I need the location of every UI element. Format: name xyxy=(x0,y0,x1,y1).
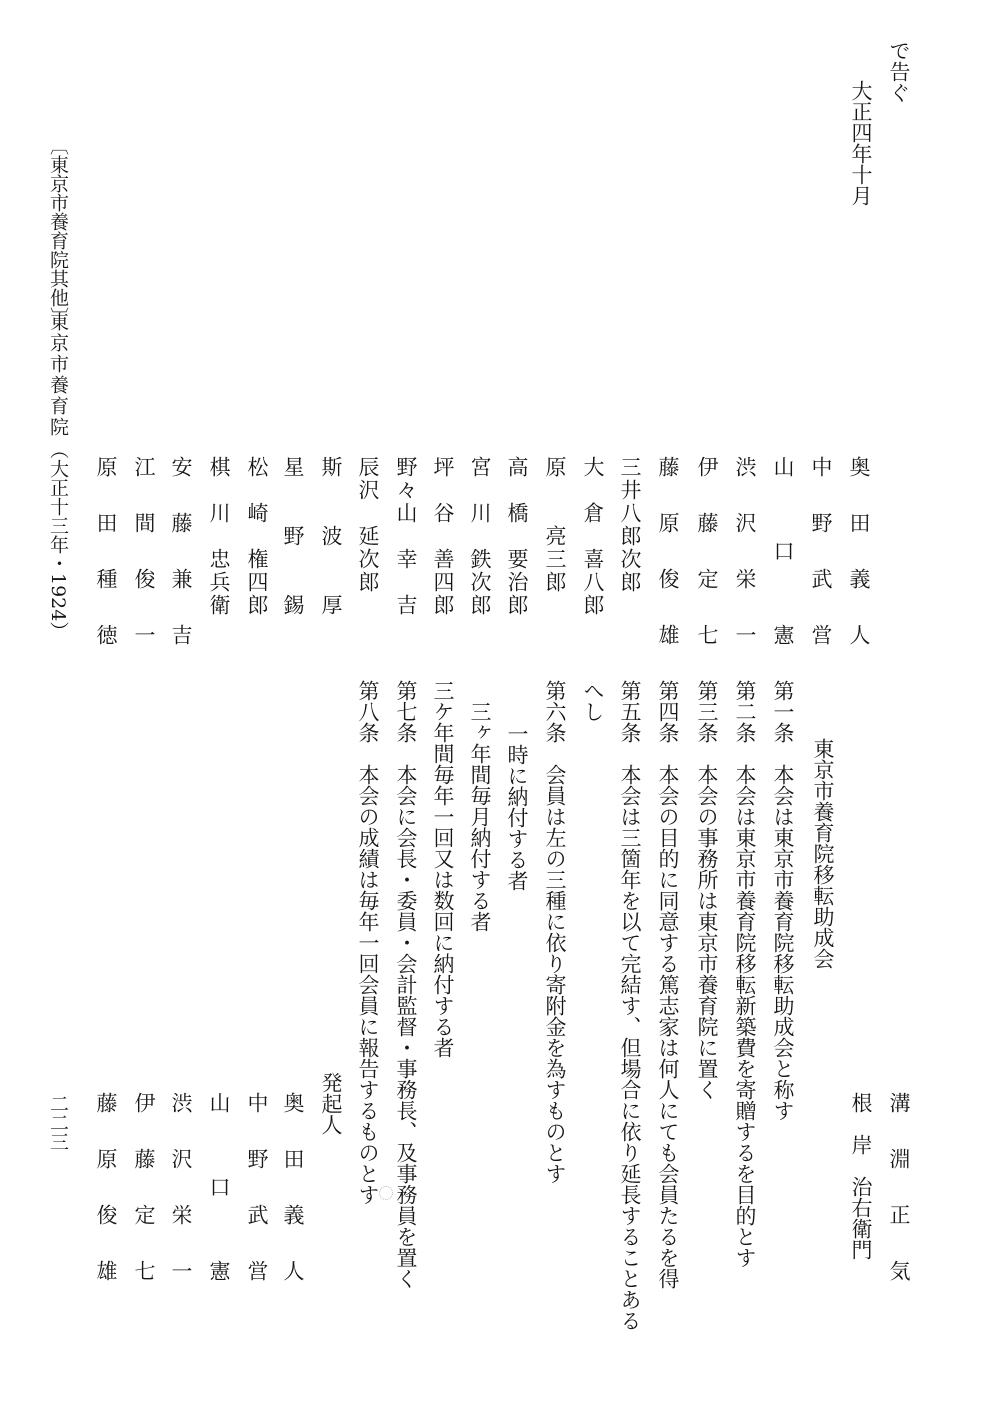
member-name: 坪 谷 善四郎 xyxy=(431,456,455,617)
member-name: 安 藤 兼 吉 xyxy=(169,456,193,652)
founder-name: 奥 田 義 人 xyxy=(281,1092,305,1288)
founder-name: 中 野 武 営 xyxy=(245,1092,269,1288)
member-name: 原 亮三郎 xyxy=(543,456,567,594)
founder-name: 藤 原 俊 雄 xyxy=(94,1092,118,1288)
member-name: 伊 藤 定 七 xyxy=(695,456,719,652)
article: 第三条 本会の事務所は東京市養育院に置く xyxy=(695,680,719,1100)
founder-name: 伊 藤 定 七 xyxy=(132,1092,156,1288)
member-name: 三井八郎次郎 xyxy=(618,456,642,594)
member-name: 渋 沢 栄 一 xyxy=(733,456,757,652)
article-item: 一時に納付する者 xyxy=(505,723,529,891)
founder-name: 渋 沢 栄 一 xyxy=(169,1092,193,1288)
article-continuation: へし xyxy=(581,680,605,722)
society-title: 東京市養育院移転助成会 xyxy=(811,738,835,969)
member-name: 山 口 憲 xyxy=(771,456,795,652)
article: 第七条 本会に会長・委員・会計監督・事務長、及事務員を置く xyxy=(394,680,418,1289)
text-fragment: で告ぐ xyxy=(887,40,911,103)
member-name: 星 野 錫 xyxy=(281,456,305,617)
signer-name: 溝 淵 正 気 xyxy=(887,1092,911,1288)
source-year: （大正十三年・1924） xyxy=(47,440,69,641)
member-name: 高 橋 要治郎 xyxy=(505,456,529,617)
founders-label: 発起人 xyxy=(319,1072,343,1135)
member-name: 松 崎 権四郎 xyxy=(245,456,269,617)
issue-date: 大正四年十月 xyxy=(849,80,873,206)
member-name: 江 間 俊 一 xyxy=(132,456,156,652)
article-item: 三ケ年間毎年一回又は数回に納付する者 xyxy=(431,680,455,1058)
article: 第八条 本会の成績は毎年一回会員に報告するものとす xyxy=(356,680,380,1205)
member-name: 辰沢 延次郎 xyxy=(356,456,380,594)
signer-name: 根 岸 治右衛門 xyxy=(849,1092,873,1260)
source-bracket: 〔東京市養育院其他〕 xyxy=(47,136,69,326)
member-name: 大 倉 喜八郎 xyxy=(581,456,605,617)
member-name: 原 田 種 徳 xyxy=(94,456,118,652)
member-name: 奥 田 義 人 xyxy=(847,456,871,652)
member-name: 斯 波 厚 xyxy=(319,456,343,617)
article: 第二条 本会は東京市養育院移転新築費を寄贈するを目的とす xyxy=(733,680,757,1268)
article: 第一条 本会は東京市養育院移転助成会と称す xyxy=(771,680,795,1121)
article: 第五条 本会は三箇年を以て完結す、但場合に依り延長することある xyxy=(618,680,642,1331)
member-name: 藤 原 俊 雄 xyxy=(656,456,680,652)
article: 第四条 本会の目的に同意する篤志家は何人にても会員たるを得 xyxy=(656,680,680,1289)
founder-name: 山 口 憲 xyxy=(207,1092,231,1288)
source-publisher: 東京市養育院 xyxy=(47,312,69,438)
member-name: 宮 川 鉄次郎 xyxy=(468,456,492,617)
member-name: 棋 川 忠兵衛 xyxy=(207,456,231,617)
article: 第六条 会員は左の三種に依り寄附金を為すものとす xyxy=(543,680,567,1184)
article-item: 三ヶ年間毎月納付する者 xyxy=(468,701,492,932)
member-name: 中 野 武 営 xyxy=(809,456,833,652)
page-number: 二二三 xyxy=(47,1094,69,1151)
stamp-mark xyxy=(379,1186,393,1200)
member-name: 野々山 幸 吉 xyxy=(394,456,418,617)
